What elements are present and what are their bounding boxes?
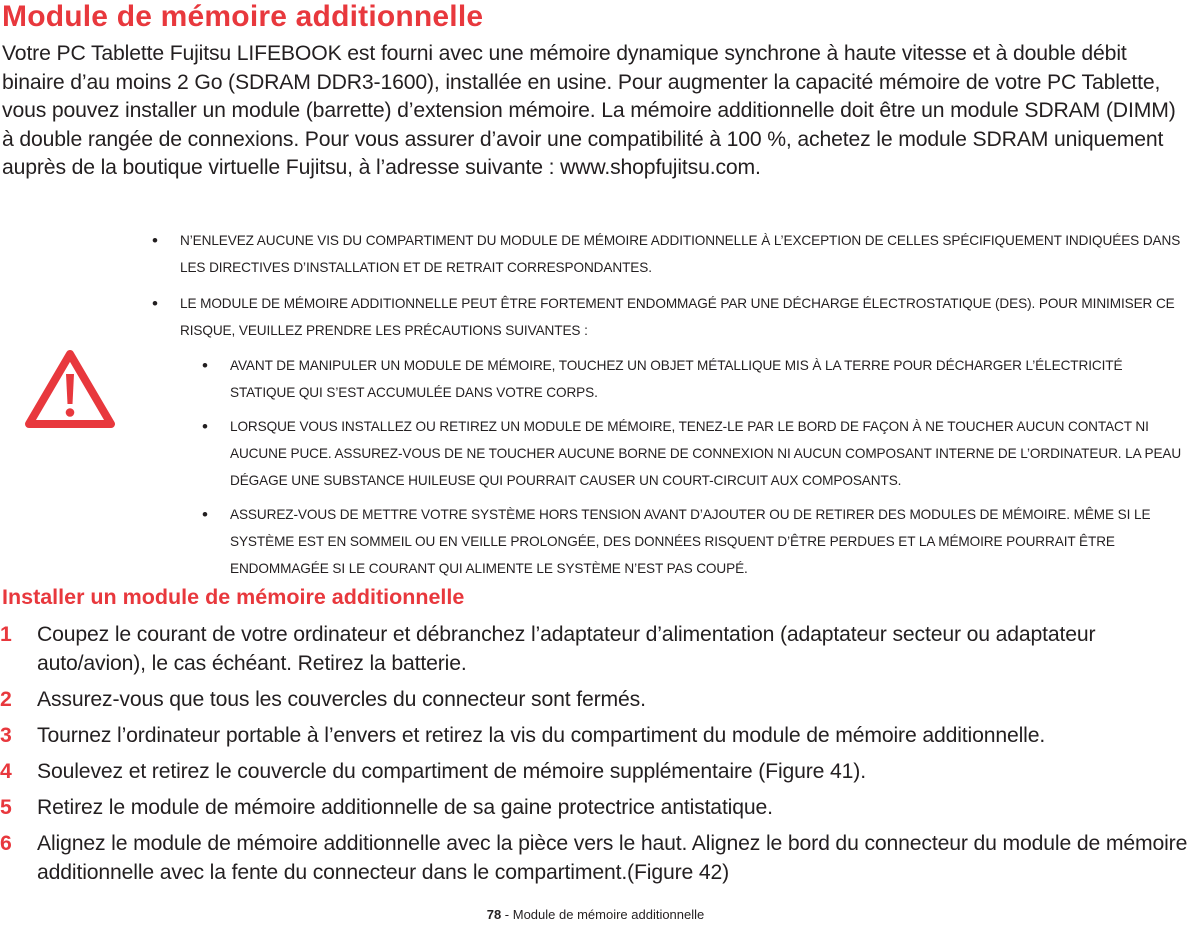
step-number: 2 [0,688,12,711]
bullet: • [152,231,158,250]
warning-triangle-icon [24,348,116,430]
step-text: Tournez l’ordinateur portable à l’envers et retirez la vis du compartiment du module de mémoire additionnelle. [37,724,1046,747]
step-text: Soulevez et retirez le couvercle du compartiment de mémoire supplémentaire (Figure 41). [37,760,866,783]
step-number: 5 [0,796,12,819]
step-item [0,721,1191,750]
footer-text: Module de mémoire additionnelle [512,907,705,922]
bullet: • [202,505,208,524]
page-footer [0,907,1191,922]
step-text: Coupez le courant de votre ordinateur et débranchez l’adaptateur d’alimentation (adaptateur secteur ou adaptateur auto/avion), le cas échéant. Retirez la batterie. [37,623,1096,675]
bullet: • [152,294,158,313]
step-number: 3 [0,724,12,747]
step-item [0,829,1191,887]
sub-warning-text: LORSQUE VOUS INSTALLEZ OU RETIREZ UN MODULE DE MÉMOIRE, TENEZ-LE PAR LE BORD DE FAÇON À NE TOUCHER AUCUN CONTACT NI AUCUNE PUCE. ASSUREZ-VOUS DE NE TOUCHER AUCUNE BORNE DE CONNEXION NI AUCUN COMPOSANT INTERNE DE L’ORDINATEUR. LA PEAU DÉGAGE UNE SUBSTANCE HUILEUSE QUI POURRAIT CAUSER UN COURT-CIRCUIT AUX COMPOSANTS. [230,419,1182,488]
step-item [0,793,1191,822]
steps-list [0,620,1191,894]
warning-list [152,227,1182,591]
page-title: Module de mémoire additionnelle [2,0,484,33]
warning-text: N’ENLEVEZ AUCUNE VIS DU COMPARTIMENT DU MODULE DE MÉMOIRE ADDITIONNELLE À L’EXCEPTION DE CELLES SPÉCIFIQUEMENT INDIQUÉES DANS LES DIRECTIVES D’INSTALLATION ET DE RETRAIT CORRESPONDANTES. [180,233,1181,275]
step-number: 6 [0,832,12,855]
intro-paragraph: Votre PC Tablette Fujitsu LIFEBOOK est fourni avec une mémoire dynamique synchrone à haute vitesse et à double débit binaire d’au moins 2 Go (SDRAM DDR3-1600), installée en usine. Pour augmenter la capacité mémoire de votre PC Tablette, vous pouvez installer un module (barrette) d’extension mémoire. La mémoire additionnelle doit être un module SDRAM (DIMM) à double rangée de connexions. Pour vous assurer d’avoir une compatibilité à 100 %, achetez le module SDRAM uniquement auprès de la boutique virtuelle Fujitsu, à l’adresse suivante : www.shopfujitsu.com. [2,42,1176,179]
warning-item [152,290,1182,582]
sub-warning-text: ASSUREZ-VOUS DE METTRE VOTRE SYSTÈME HORS TENSION AVANT D’AJOUTER OU DE RETIRER DES MODULES DE MÉMOIRE. MÊME SI LE SYSTÈME EST EN SOMMEIL OU EN VEILLE PROLONGÉE, DES DONNÉES RISQUENT D’ÊTRE PERDUES ET LA MÉMOIRE POURRAIT ÊTRE ENDOMMAGÉE SI LE COURANT QUI ALIMENTE LE SYSTÈME N’EST PAS COUPÉ. [230,507,1151,576]
sub-warning-item [202,501,1182,582]
section-title: Installer un module de mémoire additionnelle [2,585,465,609]
warning-item [152,227,1182,281]
step-item [0,685,1191,714]
footer-separator: - [501,907,513,922]
step-number: 4 [0,760,12,783]
step-text: Retirez le module de mémoire additionnelle de sa gaine protectrice antistatique. [37,796,773,819]
sub-warning-item [202,352,1182,406]
step-item [0,757,1191,786]
bullet: • [202,417,208,436]
step-text: Alignez le module de mémoire additionnelle avec la pièce vers le haut. Alignez le bord du connecteur du module de mémoire additionnelle avec la fente du connecteur dans le compartiment.(Figure 42) [37,832,1188,884]
step-number: 1 [0,623,12,646]
sub-warning-list [202,352,1182,582]
sub-warning-text: AVANT DE MANIPULER UN MODULE DE MÉMOIRE, TOUCHEZ UN OBJET MÉTALLIQUE MIS À LA TERRE POUR DÉCHARGER L’ÉLECTRICITÉ STATIQUE QUI S’EST ACCUMULÉE DANS VOTRE CORPS. [230,358,1123,400]
warning-text: LE MODULE DE MÉMOIRE ADDITIONNELLE PEUT ÊTRE FORTEMENT ENDOMMAGÉ PAR UNE DÉCHARGE ÉLECTROSTATIQUE (DES). POUR MINIMISER CE RISQUE, VEUILLEZ PRENDRE LES PRÉCAUTIONS SUIVANTES : [180,296,1175,338]
bullet: • [202,356,208,375]
page-number: 78 [486,907,502,922]
step-text: Assurez-vous que tous les couvercles du connecteur sont fermés. [37,688,646,711]
step-item [0,620,1191,678]
sub-warning-item [202,413,1182,494]
